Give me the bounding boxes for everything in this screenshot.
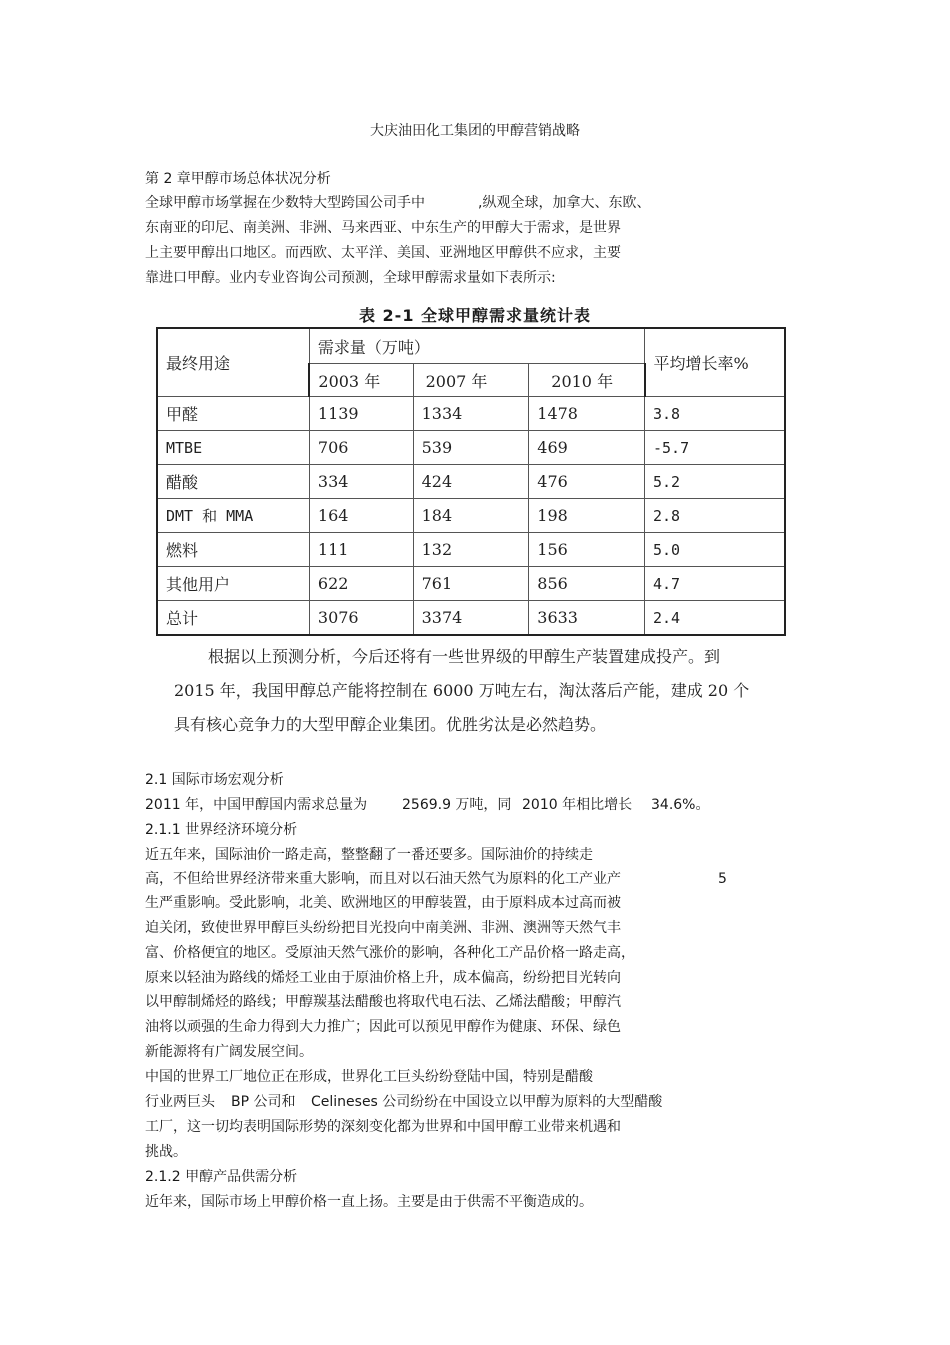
- intro-line-3: 上主要甲醇出口地区。而西欧、太平洋、美国、亚洲地区甲醇供不应求，主要: [145, 245, 621, 261]
- cell-growth: 2.8: [645, 499, 786, 533]
- row-label: 其他用户: [157, 567, 309, 601]
- demand-table: [156, 327, 786, 636]
- demand-line-part-1: 2011 年，中国甲醇国内需求总量为: [145, 797, 368, 813]
- cell-growth: 3.8: [645, 397, 786, 431]
- demand-line-part-3: 2010 年相比增长: [522, 797, 633, 813]
- paragraph-line: 以甲醇制烯烃的路线；甲醇羰基法醋酸也将取代电石法、乙烯法醋酸；甲醇汽: [145, 994, 621, 1010]
- cell-2010: 3633: [529, 601, 645, 636]
- row-label: 甲醛: [157, 397, 309, 431]
- chapter-heading: 第 2 章甲醇市场总体状况分析: [145, 171, 331, 187]
- intro-line-4: 靠进口甲醇。业内专业咨询公司预测，全球甲醇需求量如下表所示:: [145, 270, 556, 286]
- cell-2003: 622: [309, 567, 413, 601]
- cell-2007: 184: [413, 499, 529, 533]
- header-end-use: 最终用途: [157, 328, 309, 397]
- section-2-1-2-heading: 2.1.2 甲醇产品供需分析: [145, 1169, 298, 1185]
- row-label: 醋酸: [157, 465, 309, 499]
- row-label: 总计: [157, 601, 309, 636]
- paragraph-line: 迫关闭，致使世界甲醇巨头纷纷把目光投向中南美洲、非洲、澳洲等天然气丰: [145, 920, 621, 936]
- cell-2010: 476: [529, 465, 645, 499]
- row-label: DMT 和 MMA: [157, 499, 309, 533]
- cell-2007: 761: [413, 567, 529, 601]
- header-demand: 需求量（万吨）: [309, 328, 644, 364]
- cell-growth: 5.0: [645, 533, 786, 567]
- cell-2003: 706: [309, 431, 413, 465]
- table-row: [157, 533, 785, 567]
- paragraph-line: 富、价格便宜的地区。受原油天然气涨价的影响，各种化工产品价格一路走高，: [145, 945, 635, 961]
- table-row: [157, 567, 785, 601]
- row-label: MTBE: [157, 431, 309, 465]
- paragraph-line: 挑战。: [145, 1144, 187, 1160]
- table-row: [157, 431, 785, 465]
- cell-2010: 469: [529, 431, 645, 465]
- bp-line-part-3: Celineses 公司纷纷在中国设立以甲醇为原料的大型醋酸: [311, 1094, 663, 1110]
- bp-line-part-2: BP 公司和: [231, 1094, 296, 1110]
- cell-growth: 2.4: [645, 601, 786, 636]
- intro-line-1b: ,纵观全球，加拿大、东欧、: [478, 195, 651, 211]
- paragraph-line: 生严重影响。受此影响，北美、欧洲地区的甲醇装置，由于原料成本过高而被: [145, 895, 621, 911]
- section-2-1-1-heading: 2.1.1 世界经济环境分析: [145, 822, 298, 838]
- cell-2007: 539: [413, 431, 529, 465]
- cell-2003: 111: [309, 533, 413, 567]
- paragraph-line: 油将以顽强的生命力得到大力推广；因此可以预见甲醇作为健康、环保、绿色: [145, 1019, 621, 1035]
- table-header-row: [157, 328, 785, 364]
- table-row: [157, 499, 785, 533]
- header-year-2003: 2003 年: [309, 364, 413, 397]
- cell-2007: 3374: [413, 601, 529, 636]
- header-year-2010: 2010 年: [529, 364, 645, 397]
- paragraph-line: 近五年来，国际油价一路走高，整整翻了一番还要多。国际油价的持续走: [145, 847, 593, 863]
- paragraph-line: 近年来，国际市场上甲醇价格一直上扬。主要是由于供需不平衡造成的。: [145, 1194, 593, 1210]
- paragraph-line: 工厂，这一切均表明国际形势的深刻变化都为世界和中国甲醇工业带来机遇和: [145, 1119, 621, 1135]
- cell-2007: 132: [413, 533, 529, 567]
- demand-line-part-4: 34.6%。: [651, 797, 710, 813]
- forecast-line-2: 2015 年，我国甲醇总产能将控制在 6000 万吨左右，淘汰落后产能，建成 20 个: [174, 681, 750, 700]
- table-row: [157, 465, 785, 499]
- cell-2003: 164: [309, 499, 413, 533]
- cell-2007: 1334: [413, 397, 529, 431]
- table-caption: 表 2-1 全球甲醇需求量统计表: [358, 306, 592, 325]
- header-year-2007: 2007 年: [413, 364, 529, 397]
- cell-2003: 334: [309, 465, 413, 499]
- document-title: 大庆油田化工集团的甲醇营销战略: [370, 123, 580, 139]
- header-growth: 平均增长率%: [645, 328, 786, 397]
- cell-growth: 4.7: [645, 567, 786, 601]
- cell-growth: -5.7: [645, 431, 786, 465]
- intro-line-2: 东南亚的印尼、南美洲、非洲、马来西亚、中东生产的甲醇大于需求，是世界: [145, 220, 621, 236]
- cell-2010: 1478: [529, 397, 645, 431]
- bp-line-part-1: 行业两巨头: [145, 1094, 215, 1110]
- table-row: [157, 601, 785, 636]
- side-number: 5: [718, 871, 727, 887]
- demand-line-part-2: 2569.9 万吨，同: [402, 797, 512, 813]
- cell-2003: 3076: [309, 601, 413, 636]
- cell-2010: 856: [529, 567, 645, 601]
- forecast-line-1: 根据以上预测分析，今后还将有一些世界级的甲醇生产装置建成投产。到: [208, 647, 721, 666]
- paragraph-line: 高，不但给世界经济带来重大影响，而且对以石油天然气为原料的化工产业产: [145, 871, 621, 887]
- paragraph-line: 中国的世界工厂地位正在形成，世界化工巨头纷纷登陆中国，特别是醋酸: [145, 1069, 593, 1085]
- cell-growth: 5.2: [645, 465, 786, 499]
- table-row: [157, 397, 785, 431]
- cell-2007: 424: [413, 465, 529, 499]
- paragraph-line: 原来以轻油为路线的烯烃工业由于原油价格上升，成本偏高，纷纷把目光转向: [145, 970, 621, 986]
- row-label: 燃料: [157, 533, 309, 567]
- cell-2003: 1139: [309, 397, 413, 431]
- section-2-1-heading: 2.1 国际市场宏观分析: [145, 772, 284, 788]
- cell-2010: 198: [529, 499, 645, 533]
- cell-2010: 156: [529, 533, 645, 567]
- paragraph-line: 新能源将有广阔发展空间。: [145, 1044, 313, 1060]
- forecast-line-3: 具有核心竞争力的大型甲醇企业集团。优胜劣汰是必然趋势。: [174, 715, 607, 734]
- intro-line-1a: 全球甲醇市场掌握在少数特大型跨国公司手中: [145, 195, 425, 211]
